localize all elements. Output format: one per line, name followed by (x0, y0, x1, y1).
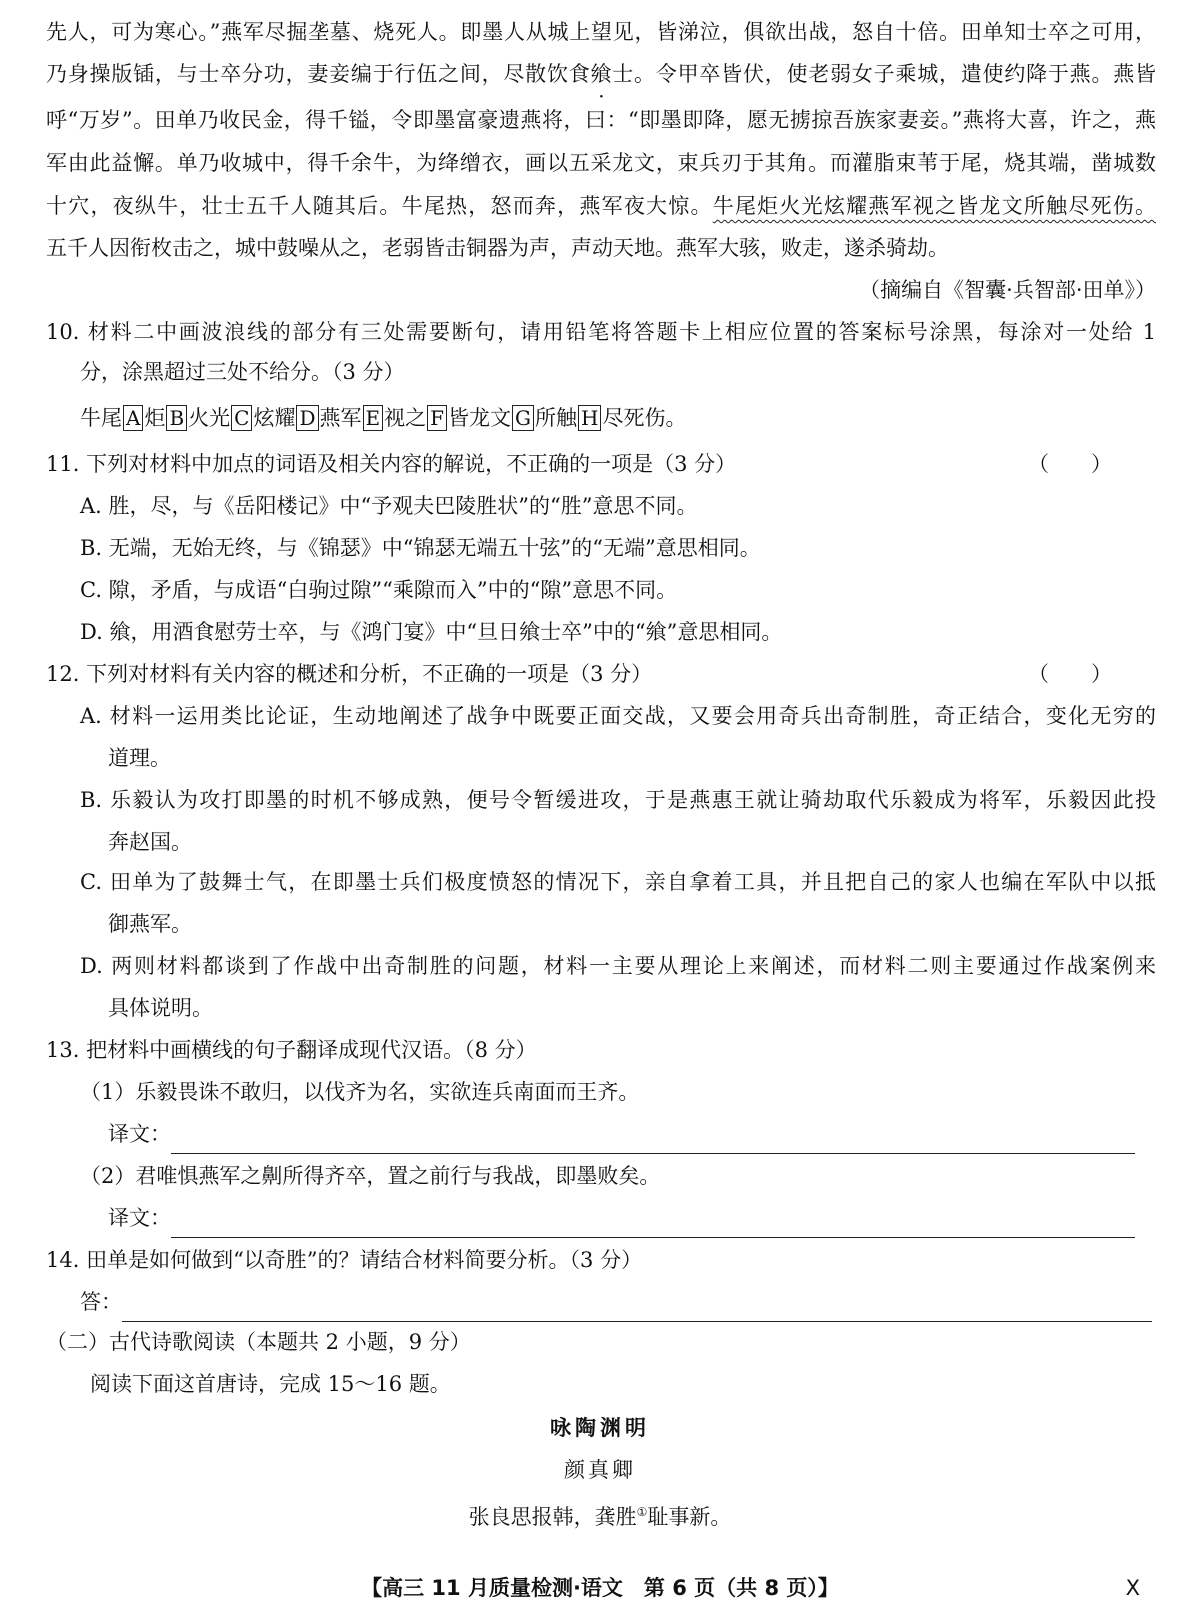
passage-line-5 (46, 186, 1156, 226)
passage-line-6: 五千人因衔枚击之，城中鼓噪从之，老弱皆击铜器为声，声动天地。燕军大骇，败走，遂杀骑劫。 (46, 236, 949, 260)
section-intro: 阅读下面这首唐诗，完成 15～16 题。 (90, 1372, 451, 1396)
poem-author: 颜真卿 (564, 1458, 636, 1482)
segment: 尽死伤。 (602, 406, 687, 430)
q11-option-a: A. 胜，尽，与《岳阳楼记》中“予观夫巴陵胜状”的“胜”意思不同。 (80, 494, 698, 518)
q12-option-b-line-2: 奔赵国。 (108, 830, 192, 854)
poem-title: 咏陶渊明 (550, 1416, 650, 1440)
q11-option-c: C. 隙，矛盾，与成语“白驹过隙”“乘隙而入”中的“隙”意思不同。 (80, 578, 678, 602)
answer-paren[interactable]: （ ） (1028, 452, 1112, 476)
passage-text: 乃身操版锸，与士卒分功，妻妾编于行伍之间，尽散饮食 (46, 62, 591, 86)
translation-answer-line-2[interactable] (171, 1209, 1135, 1238)
q10-break-options (80, 398, 1156, 438)
q11-stem-text: 11. 下列对材料中加点的词语及相关内容的解说，不正确的一项是（3 分） (46, 452, 737, 476)
dotted-word: 飨 (590, 62, 613, 86)
segment: 炬 (144, 406, 166, 430)
segment: 火光 (188, 406, 231, 430)
q13-stem: 13. 把材料中画横线的句子翻译成现代汉语。（8 分） (46, 1038, 537, 1062)
segment: 燕军 (319, 406, 362, 430)
passage-text: 十穴，夜纵牛，壮士五千人随其后。牛尾热，怒而奔，燕军夜大惊。 (46, 194, 713, 218)
break-mark-c[interactable]: C (231, 405, 252, 431)
poem-line-1 (0, 1492, 1200, 1532)
passage-source: （摘编自《智囊·兵智部·田单》） (859, 278, 1156, 302)
break-mark-e[interactable]: E (363, 405, 384, 431)
q10-stem-line-2: 分，涂黑超过三处不给分。（3 分） (80, 360, 405, 384)
q14-answer (80, 1282, 1156, 1322)
q12-stem-text: 12. 下列对材料有关内容的概述和分析，不正确的一项是（3 分） (46, 662, 653, 686)
segment: 所触 (535, 406, 577, 430)
q13-answer-2 (108, 1198, 1156, 1238)
break-mark-h[interactable]: H (578, 405, 601, 431)
break-mark-b[interactable]: B (166, 405, 187, 431)
passage-text: 士。令甲卒皆伏，使老弱女子乘城，遣使约降于燕。燕皆 (612, 62, 1156, 86)
section-heading: （二）古代诗歌阅读（本题共 2 小题，9 分） (46, 1330, 471, 1354)
q12-stem (46, 654, 1156, 694)
q14-answer-line[interactable] (122, 1293, 1152, 1322)
wavy-underlined-sentence: 牛尾炬火光炫耀燕军视之皆龙文所触尽死伤。 (712, 194, 1156, 218)
translation-label: 译文： (108, 1206, 171, 1230)
passage-line-2 (46, 54, 1156, 94)
segment: 牛尾 (80, 406, 122, 430)
poem-text: 耻事新。 (647, 1505, 732, 1529)
footer-version: X (1125, 1576, 1140, 1600)
poem-text: 张良思报韩，龚胜 (468, 1505, 637, 1529)
translation-answer-line-1[interactable] (171, 1125, 1135, 1154)
footer-page-info: 【高三 11 月质量检测·语文 第 6 页（共 8 页）】 (361, 1576, 839, 1600)
answer-paren[interactable]: （ ） (1028, 662, 1112, 686)
break-mark-a[interactable]: A (123, 405, 143, 431)
q11-option-b: B. 无端，无始无终，与《锦瑟》中“锦瑟无端五十弦”的“无端”意思相同。 (80, 536, 761, 560)
passage-line-3: 呼“万岁”。田单乃收民金，得千镒，令即墨富豪遗燕将，曰：“即墨即降，愿无掳掠吾族家妻妾。”燕将大喜，许之，燕 (46, 108, 1156, 132)
segment: 炫耀 (253, 406, 296, 430)
passage-line-4: 军由此益懈。单乃收城中，得千余牛，为绛缯衣，画以五采龙文，束兵刃于其角。而灌脂束苇于尾，烧其端，凿城数 (46, 151, 1156, 175)
answer-label: 答： (80, 1290, 122, 1314)
q12-option-b-line-1: B. 乐毅认为攻打即墨的时机不够成熟，便号令暂缓进攻，于是燕惠王就让骑劫取代乐毅成为将军，乐毅因此投 (80, 788, 1156, 812)
q12-option-a-line-1: A. 材料一运用类比论证，生动地阐述了战争中既要正面交战，又要会用奇兵出奇制胜，奇正结合，变化无穷的 (80, 704, 1156, 728)
q11-stem (46, 444, 1156, 484)
q14-stem: 14. 田单是如何做到“以奇胜”的？请结合材料简要分析。（3 分） (46, 1248, 643, 1272)
q13-sentence-2: （2）君唯惧燕军之劓所得齐卒，置之前行与我战，即墨败矣。 (80, 1164, 661, 1188)
footnote-mark: ① (636, 1505, 648, 1519)
q13-answer-1 (108, 1114, 1156, 1154)
q10-stem-line-1: 10. 材料二中画波浪线的部分有三处需要断句，请用铅笔将答题卡上相应位置的答案标号涂黑，每涂对一处给 1 (46, 320, 1156, 344)
q11-option-d: D. 飨，用酒食慰劳士卒，与《鸿门宴》中“旦日飨士卒”中的“飨”意思相同。 (80, 620, 783, 644)
segment: 视之 (384, 406, 427, 430)
q12-option-a-line-2: 道理。 (108, 746, 171, 770)
q12-option-c-line-1: C. 田单为了鼓舞士气，在即墨士兵们极度愤怒的情况下，亲自拿着工具，并且把自己的家人也编在军队中以抵 (80, 870, 1156, 894)
break-mark-d[interactable]: D (296, 405, 318, 431)
segment: 皆龙文 (448, 406, 512, 430)
break-mark-g[interactable]: G (512, 405, 534, 431)
q12-option-d-line-1: D. 两则材料都谈到了作战中出奇制胜的问题，材料一主要从理论上来阐述，而材料二则主要通过作战案例来 (80, 954, 1156, 978)
translation-label: 译文： (108, 1122, 171, 1146)
q12-option-c-line-2: 御燕军。 (108, 912, 192, 936)
q12-option-d-line-2: 具体说明。 (108, 996, 213, 1020)
break-mark-f[interactable]: F (427, 405, 447, 431)
q13-sentence-1: （1）乐毅畏诛不敢归，以伐齐为名，实欲连兵南面而王齐。 (80, 1080, 640, 1104)
passage-line-1: 先人，可为寒心。”燕军尽掘垄墓、烧死人。即墨人从城上望见，皆涕泣，俱欲出战，怒自十倍。田单知士卒之可用， (46, 20, 1156, 44)
